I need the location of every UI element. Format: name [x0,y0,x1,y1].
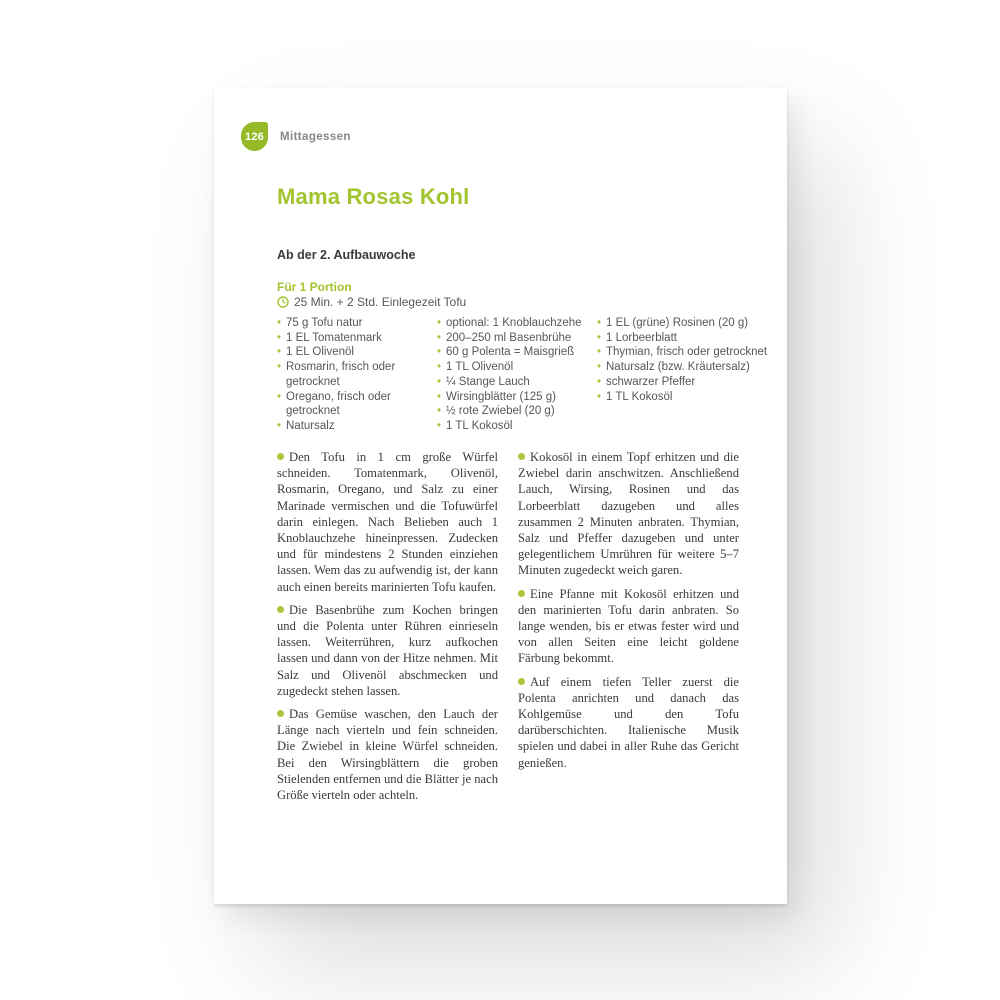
ingredients-section [277,316,787,434]
step-text: Den Tofu in 1 cm große Würfel schneiden. Tomatenmark, Olivenöl, Rosmarin, Oregano, und Salz zu einer Marinade vermischen und die Tofuwürfel darin einlegen. Nach Belieben auch 1 Knoblauchzehe hineinpressen. Zudecken und für mindestens 2 Stunden einziehen lassen. Wem das zu aufwendig ist, der kann auch einen bereits marinierten Tofu kaufen. [277,450,498,594]
ingredient-item: • 75 g Tofu natur [277,316,427,331]
ingredient-item: • Natursalz [277,419,427,434]
step-bullet-icon [277,453,284,460]
step-text: Kokosöl in einem Topf erhitzen und die Zwiebel darin anschwitzen. Anschließend Lauch, Wirsing, Rosinen und das Lorbeerblatt dazugeben und alles zusammen 2 Minuten anbraten. Thymian, Salz und Pfeffer dazugeben und unter gelegentlichem Umrühren für weitere 5–7 Minuten zugedeckt weich garen. [518,450,739,578]
prep-time-text: 25 Min. + 2 Std. Einlegezeit Tofu [294,295,467,309]
phase-heading: Ab der 2. Aufbauwoche [277,248,416,262]
step-bullet-icon [518,453,525,460]
instruction-step [518,449,739,579]
step-bullet-icon [277,606,284,613]
ingredient-item: • 1 TL Kokosöl [437,419,587,434]
ingredient-item: • Oregano, frisch oder getrocknet [277,390,427,419]
page-number-badge: 126 [241,122,268,151]
recipe-title: Mama Rosas Kohl [277,184,470,209]
ingredient-item: • 1 TL Olivenöl [437,360,587,375]
step-bullet-icon [518,590,525,597]
step-text: Eine Pfanne mit Kokosöl erhitzen und den marinierten Tofu darin anbraten. So lange wenden, bis er etwas fester wird und von allen Seiten eine leicht goldene Färbung bekommt. [518,586,739,666]
step-text: Das Gemüse waschen, den Lauch der Länge nach vierteln und fein schneiden. Die Zwiebel in kleine Würfel schneiden. Bei den Wirsingblättern die groben Stielenden entfernen und die Blätter je nach Größe vierteln oder achteln. [277,707,499,803]
ingredient-item: • Rosmarin, frisch oder getrocknet [277,360,427,389]
ingredient-item: • 1 EL Olivenöl [277,345,427,360]
instructions-right-column [518,449,739,810]
section-label: Mittagessen [280,130,351,143]
instruction-step [277,706,498,803]
ingredients-column-3 [597,316,787,434]
ingredient-item: • 60 g Polenta = Maisgrieß [437,345,587,360]
ingredient-item: • 1 Lorbeerblatt [597,331,777,346]
ingredient-item: • Natursalz (bzw. Kräutersalz) [597,360,777,375]
ingredient-item: • 200–250 ml Basenbrühe [437,331,587,346]
ingredient-item: • Thymian, frisch oder getrocknet [597,345,777,360]
ingredient-item: • 1 EL Tomatenmark [277,331,427,346]
instruction-step [518,674,739,771]
ingredients-column-1 [277,316,437,434]
ingredient-item: • ¼ Stange Lauch [437,375,587,390]
portion-label: Für 1 Portion [277,280,352,294]
instructions-left-column [277,449,498,810]
step-bullet-icon [277,710,284,717]
ingredient-item: • schwarzer Pfeffer [597,375,777,390]
instruction-step [277,449,498,595]
ingredient-item: • 1 EL (grüne) Rosinen (20 g) [597,316,777,331]
instructions-section [277,449,739,810]
clock-icon [277,296,289,308]
prep-time-row [277,295,466,309]
ingredient-item: • optional: 1 Knoblauchzehe [437,316,587,331]
ingredient-item: • ½ rote Zwiebel (20 g) [437,404,587,419]
step-bullet-icon [518,678,525,685]
ingredient-item: • Wirsingblätter (125 g) [437,390,587,405]
instruction-step [518,586,739,667]
step-text: Auf einem tiefen Teller zuerst die Polenta anrichten und danach das Kohlgemüse und den Tofu darüberschichten. Italienische Musik spielen und dabei in aller Ruhe das Gericht genießen. [518,674,739,770]
ingredients-column-2 [437,316,597,434]
instruction-step [277,602,498,699]
page-header [241,122,351,151]
step-text: Die Basenbrühe zum Kochen bringen und die Polenta unter Rühren einrieseln lassen. Weiterrühren, kurz aufkochen lassen und dann von der Hitze nehmen. Mit Salz und Olivenöl abschmecken und zugedeckt stehen lassen. [277,602,498,698]
ingredient-item: • 1 TL Kokosöl [597,390,777,405]
book-page [214,88,787,904]
